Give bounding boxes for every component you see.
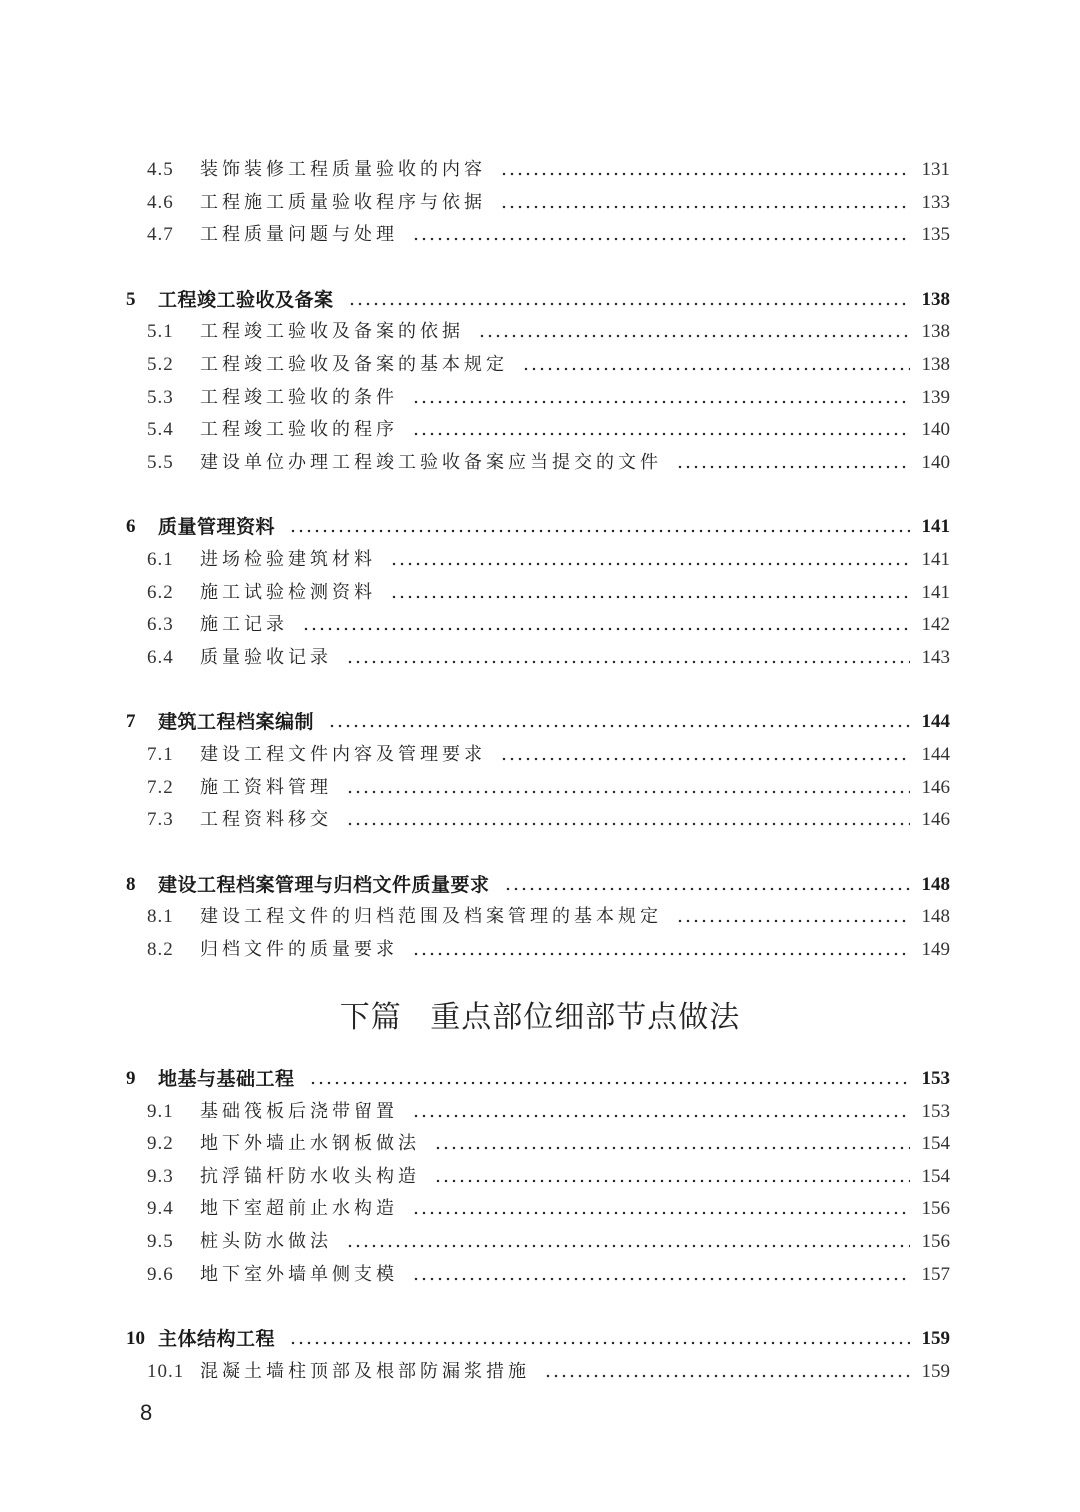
toc-section-entry[interactable] xyxy=(0,187,1080,219)
toc-section-entry[interactable] xyxy=(0,577,1080,609)
entry-title: 工程施工质量验收程序与依据 xyxy=(200,191,486,213)
dot-leader xyxy=(328,706,910,738)
entry-page-number: 138 xyxy=(921,354,950,375)
entry-title: 工程竣工验收及备案 xyxy=(158,288,334,311)
entry-number: 5 xyxy=(126,288,136,310)
entry-page-number: 154 xyxy=(921,1165,950,1187)
entry-title: 混凝土墙柱顶部及根部防漏浆措施 xyxy=(200,1360,530,1382)
toc-section-entry[interactable] xyxy=(0,609,1080,641)
dot-leader xyxy=(434,1161,910,1193)
entry-title: 工程竣工验收及备案的依据 xyxy=(200,321,464,343)
entry-title: 基础筏板后浇带留置 xyxy=(200,1100,398,1122)
entry-title: 施工试验检测资料 xyxy=(200,581,376,603)
entry-number: 9.3 xyxy=(147,1165,174,1187)
dot-leader xyxy=(346,1226,910,1258)
entry-number: 6.4 xyxy=(147,646,174,668)
entry-number: 7.2 xyxy=(147,776,174,798)
entry-number: 6.2 xyxy=(147,581,174,603)
entry-page-number: 156 xyxy=(921,1198,950,1220)
toc-chapter-entry[interactable] xyxy=(0,706,1080,738)
toc-section-entry[interactable] xyxy=(0,934,1080,966)
entry-page-number: 138 xyxy=(921,321,950,343)
dot-leader xyxy=(522,349,910,381)
entry-page-number: 146 xyxy=(921,809,950,831)
toc-section-entry[interactable] xyxy=(0,1356,1080,1388)
toc-section-entry[interactable] xyxy=(0,1161,1080,1193)
entry-title: 建设单位办理工程竣工验收备案应当提交的文件 xyxy=(200,451,662,473)
entry-title: 工程质量问题与处理 xyxy=(200,224,398,246)
toc-section-entry[interactable] xyxy=(0,1226,1080,1258)
entry-page-number: 148 xyxy=(921,873,950,895)
entry-title: 地下室外墙单侧支模 xyxy=(200,1263,398,1285)
entry-page-number: 131 xyxy=(921,159,950,180)
entry-number: 7.1 xyxy=(147,744,174,765)
entry-page-number: 139 xyxy=(921,386,950,408)
entry-number: 5.1 xyxy=(147,321,174,343)
dot-leader xyxy=(412,1193,910,1225)
entry-title: 建设工程档案管理与归档文件质量要求 xyxy=(158,873,490,896)
toc-section-entry[interactable] xyxy=(0,901,1080,933)
dot-leader xyxy=(302,609,910,641)
entry-title: 建设工程文件的归档范围及档案管理的基本规定 xyxy=(200,906,662,928)
entry-number: 8.2 xyxy=(147,939,174,960)
entry-page-number: 146 xyxy=(921,776,950,798)
dot-leader xyxy=(346,642,910,674)
entry-number: 9.4 xyxy=(147,1198,174,1220)
entry-page-number: 156 xyxy=(921,1231,950,1252)
entry-number: 10.1 xyxy=(147,1360,185,1382)
dot-leader xyxy=(412,414,910,446)
part-heading: 下篇 重点部位细部节点做法 xyxy=(339,1000,741,1035)
toc-chapter-entry[interactable] xyxy=(0,1063,1080,1095)
entry-title: 工程资料移交 xyxy=(200,809,332,831)
entry-title: 抗浮锚杆防水收头构造 xyxy=(200,1165,420,1187)
toc-section-entry[interactable] xyxy=(0,739,1080,771)
dot-leader xyxy=(412,1259,910,1291)
entry-page-number: 141 xyxy=(921,516,950,538)
entry-page-number: 140 xyxy=(921,451,950,473)
dot-leader xyxy=(289,511,910,543)
dot-leader xyxy=(390,544,910,576)
entry-number: 5.4 xyxy=(147,419,174,441)
toc-section-entry[interactable] xyxy=(0,544,1080,576)
entry-page-number: 153 xyxy=(921,1100,950,1122)
entry-title: 工程竣工验收的程序 xyxy=(200,419,398,441)
entry-number: 9.1 xyxy=(147,1100,174,1122)
dot-leader xyxy=(500,739,910,771)
entry-page-number: 141 xyxy=(921,549,950,570)
entry-title: 地下外墙止水钢板做法 xyxy=(200,1133,420,1155)
entry-number: 9.6 xyxy=(147,1263,174,1285)
toc-section-entry[interactable] xyxy=(0,804,1080,836)
entry-number: 10 xyxy=(126,1328,145,1350)
entry-page-number: 135 xyxy=(921,224,950,246)
toc-chapter-entry[interactable] xyxy=(0,1323,1080,1355)
entry-number: 4.5 xyxy=(147,159,174,180)
entry-page-number: 157 xyxy=(921,1263,950,1285)
toc-section-entry[interactable] xyxy=(0,1096,1080,1128)
dot-leader xyxy=(390,577,910,609)
toc-chapter-entry[interactable] xyxy=(0,511,1080,543)
entry-title: 建设工程文件内容及管理要求 xyxy=(200,744,486,765)
entry-page-number: 159 xyxy=(921,1328,950,1350)
entry-title: 建筑工程档案编制 xyxy=(158,711,315,734)
entry-title: 进场检验建筑材料 xyxy=(200,549,376,570)
toc-section-entry[interactable] xyxy=(0,154,1080,186)
entry-number: 9 xyxy=(126,1068,136,1089)
toc-section-entry[interactable] xyxy=(0,349,1080,381)
entry-page-number: 149 xyxy=(921,939,950,960)
toc-chapter-entry[interactable] xyxy=(0,284,1080,316)
dot-leader xyxy=(346,772,910,804)
toc-section-entry[interactable] xyxy=(0,382,1080,414)
entry-page-number: 154 xyxy=(921,1133,950,1155)
dot-leader xyxy=(412,219,910,251)
entry-page-number: 159 xyxy=(921,1360,950,1382)
toc-chapter-entry[interactable] xyxy=(0,869,1080,901)
entry-number: 9.2 xyxy=(147,1133,174,1155)
dot-leader xyxy=(309,1063,910,1095)
entry-number: 6.1 xyxy=(147,549,174,570)
entry-number: 7 xyxy=(126,711,136,733)
entry-page-number: 144 xyxy=(921,744,950,765)
entry-number: 4.7 xyxy=(147,224,174,246)
entry-number: 9.5 xyxy=(147,1231,174,1252)
dot-leader xyxy=(500,187,910,219)
toc-section-entry[interactable] xyxy=(0,772,1080,804)
entry-number: 5.3 xyxy=(147,386,174,408)
entry-page-number: 144 xyxy=(921,711,950,733)
entry-title: 地下室超前止水构造 xyxy=(200,1198,398,1220)
entry-page-number: 138 xyxy=(921,288,950,310)
entry-title: 桩头防水做法 xyxy=(200,1231,332,1252)
entry-number: 7.3 xyxy=(147,809,174,831)
entry-title: 工程竣工验收的条件 xyxy=(200,386,398,408)
dot-leader xyxy=(676,447,910,479)
toc-section-entry[interactable] xyxy=(0,1128,1080,1160)
entry-title: 施工资料管理 xyxy=(200,776,332,798)
entry-number: 8.1 xyxy=(147,906,174,928)
entry-title: 装饰装修工程质量验收的内容 xyxy=(200,159,486,180)
dot-leader xyxy=(289,1323,910,1355)
entry-title: 主体结构工程 xyxy=(158,1328,276,1351)
entry-page-number: 140 xyxy=(921,419,950,441)
dot-leader xyxy=(412,934,910,966)
dot-leader xyxy=(478,316,910,348)
dot-leader xyxy=(500,154,910,186)
entry-number: 5.5 xyxy=(147,451,174,473)
toc-section-entry[interactable] xyxy=(0,316,1080,348)
dot-leader xyxy=(434,1128,910,1160)
entry-page-number: 142 xyxy=(921,614,950,636)
entry-page-number: 148 xyxy=(921,906,950,928)
entry-title: 质量验收记录 xyxy=(200,646,332,668)
dot-leader xyxy=(346,804,910,836)
entry-number: 5.2 xyxy=(147,354,174,375)
entry-number: 8 xyxy=(126,873,136,895)
entry-title: 归档文件的质量要求 xyxy=(200,939,398,960)
page-number: 8 xyxy=(140,1400,153,1425)
dot-leader xyxy=(504,869,910,901)
toc-section-entry[interactable] xyxy=(0,447,1080,479)
toc-section-entry[interactable] xyxy=(0,1259,1080,1291)
dot-leader xyxy=(676,901,910,933)
entry-number: 4.6 xyxy=(147,191,174,213)
dot-leader xyxy=(412,382,910,414)
entry-title: 质量管理资料 xyxy=(158,516,276,539)
toc-section-entry[interactable] xyxy=(0,219,1080,251)
dot-leader xyxy=(544,1356,910,1388)
toc-section-entry[interactable] xyxy=(0,642,1080,674)
entry-page-number: 143 xyxy=(921,646,950,668)
toc-section-entry[interactable] xyxy=(0,414,1080,446)
entry-page-number: 153 xyxy=(921,1068,950,1089)
dot-leader xyxy=(412,1096,910,1128)
entry-number: 6 xyxy=(126,516,136,538)
entry-number: 6.3 xyxy=(147,614,174,636)
dot-leader xyxy=(348,284,910,316)
toc-section-entry[interactable] xyxy=(0,1193,1080,1225)
entry-title: 施工记录 xyxy=(200,614,288,636)
entry-page-number: 141 xyxy=(921,581,950,603)
entry-title: 工程竣工验收及备案的基本规定 xyxy=(200,354,508,375)
entry-page-number: 133 xyxy=(921,191,950,213)
entry-title: 地基与基础工程 xyxy=(158,1068,295,1090)
